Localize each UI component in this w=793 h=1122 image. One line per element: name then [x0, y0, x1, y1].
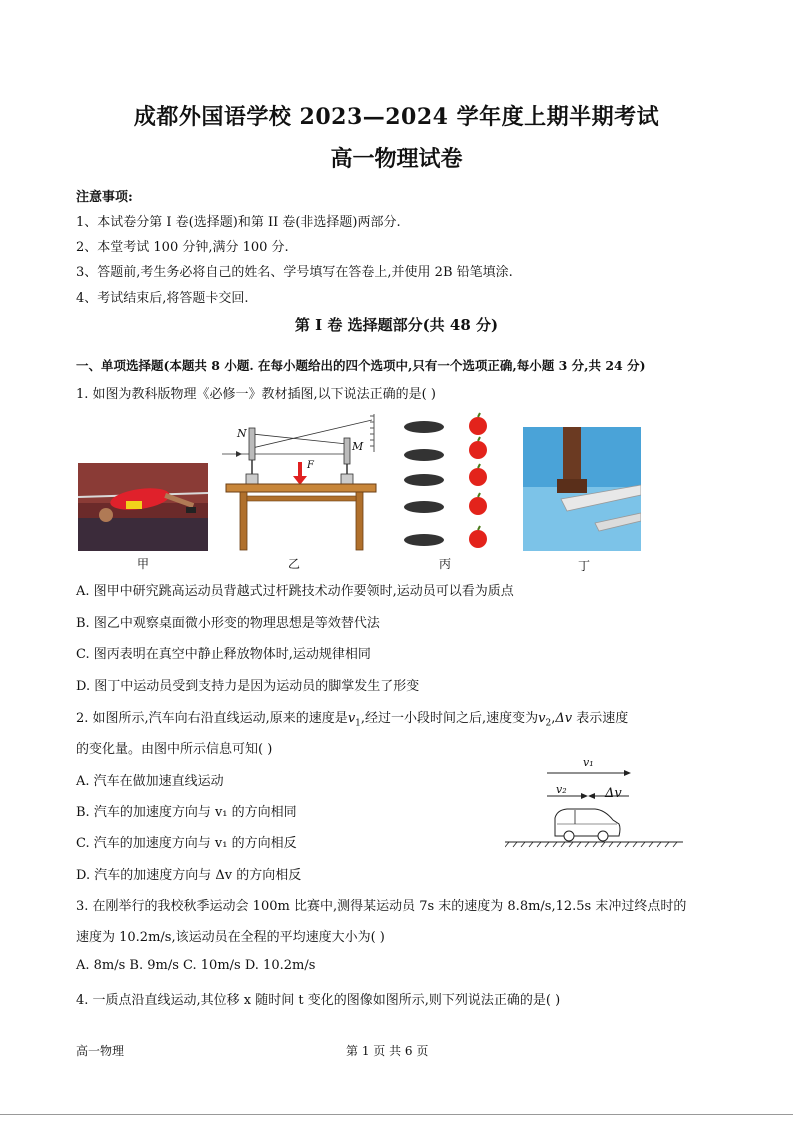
question-2-option-d: D. 汽车的加速度方向与 Δv 的方向相反: [76, 868, 302, 883]
question-3-stem-line2: 速度为 10.2m/s,该运动员在全程的平均速度大小为( ): [76, 930, 385, 945]
question-3-stem: 3. 在刚举行的我校秋季运动会 100m 比赛中,测得某运动员 7s 末的速度为 8.8m/s,12.5s 末冲过终点时的: [76, 899, 687, 914]
v2-label: v₂: [556, 783, 567, 796]
car-velocity-diagram: [505, 768, 685, 848]
question-1-option-d: D. 图丁中运动员受到支持力是因为运动员的脚掌发生了形变: [76, 679, 420, 694]
force-label: F: [307, 460, 314, 471]
stem-text: 表示速度: [572, 711, 629, 726]
question-3-options: A. 8m/s B. 9m/s C. 10m/s D. 10.2m/s: [76, 958, 316, 973]
question-2-stem: [76, 707, 628, 729]
figure-label: 丙: [439, 557, 452, 571]
high-jump-photo: [78, 463, 208, 551]
question-4-stem: 4. 一质点沿直线运动,其位移 x 随时间 t 变化的图像如图所示,则下列说法正确的是( ): [76, 993, 561, 1008]
delta-v-label: Δv: [605, 786, 622, 801]
figure-label: 乙: [288, 557, 301, 571]
notice-heading: 注意事项:: [76, 190, 133, 205]
mirror-m-label: M: [352, 440, 364, 453]
footer-page-number: 第 1 页 共 6 页: [346, 1044, 429, 1058]
stem-text: 2. 如图所示,汽车向右沿直线运动,原来的速度是: [76, 711, 348, 726]
v1-subscript: 1: [355, 718, 361, 729]
question-2-option-c: C. 汽车的加速度方向与 v₁ 的方向相反: [76, 836, 297, 851]
stem-text: ,: [551, 711, 556, 726]
v1-symbol: v: [347, 711, 356, 726]
diving-board-photo: [523, 427, 641, 551]
figure-label: 甲: [137, 557, 150, 571]
question-1-option-b: B. 图乙中观察桌面微小形变的物理思想是等效替代法: [76, 616, 380, 631]
question-1-stem: 1. 如图为教科版物理《必修一》教材插图,以下说法正确的是( ): [76, 387, 436, 402]
dv-symbol: Δv: [555, 711, 573, 726]
mirror-n-label: N: [237, 427, 247, 440]
v2-subscript: 2: [545, 718, 552, 729]
exam-subtitle: 高一物理试卷: [330, 146, 463, 172]
section-title: 第 I 卷 选择题部分(共 48 分): [294, 316, 499, 334]
question-1-option-c: C. 图丙表明在真空中静止释放物体时,运动规律相同: [76, 647, 371, 662]
question-1-option-a: A. 图甲中研究跳高运动员背越式过杆跳技术动作要领时,运动员可以看为质点: [76, 584, 514, 599]
notice-item: 2、本堂考试 100 分钟,满分 100 分.: [76, 240, 289, 255]
question-2-option-b: B. 汽车的加速度方向与 v₁ 的方向相同: [76, 805, 297, 820]
v1-label: v₁: [583, 756, 594, 769]
footer-subject: 高一物理: [76, 1044, 125, 1058]
stem-text: ,经过一小段时间之后,速度变为: [360, 711, 539, 726]
notice-item: 4、考试结束后,将答题卡交回.: [76, 291, 249, 306]
notice-item: 1、本试卷分第 I 卷(选择题)和第 II 卷(非选择题)两部分.: [76, 215, 401, 230]
figure-label: 丁: [578, 559, 591, 573]
bottom-divider: [0, 1114, 793, 1115]
question-2-option-a: A. 汽车在做加速直线运动: [76, 774, 224, 789]
feather-apple-diagram: [400, 412, 495, 552]
notice-item: 3、答题前,考生务必将自己的姓名、学号填写在答卷上,并使用 2B 铅笔填涂.: [76, 265, 513, 280]
question-2-stem-line2: 的变化量。由图中所示信息可知( ): [76, 742, 273, 757]
v2-symbol: v: [538, 711, 546, 726]
exam-title: 成都外国语学校 2023—2024 学年度上期半期考试: [133, 104, 660, 130]
part-heading: 一、单项选择题(本题共 8 小题. 在每小题给出的四个选项中,只有一个选项正确,每小题 3 分,共 24 分): [76, 358, 646, 373]
